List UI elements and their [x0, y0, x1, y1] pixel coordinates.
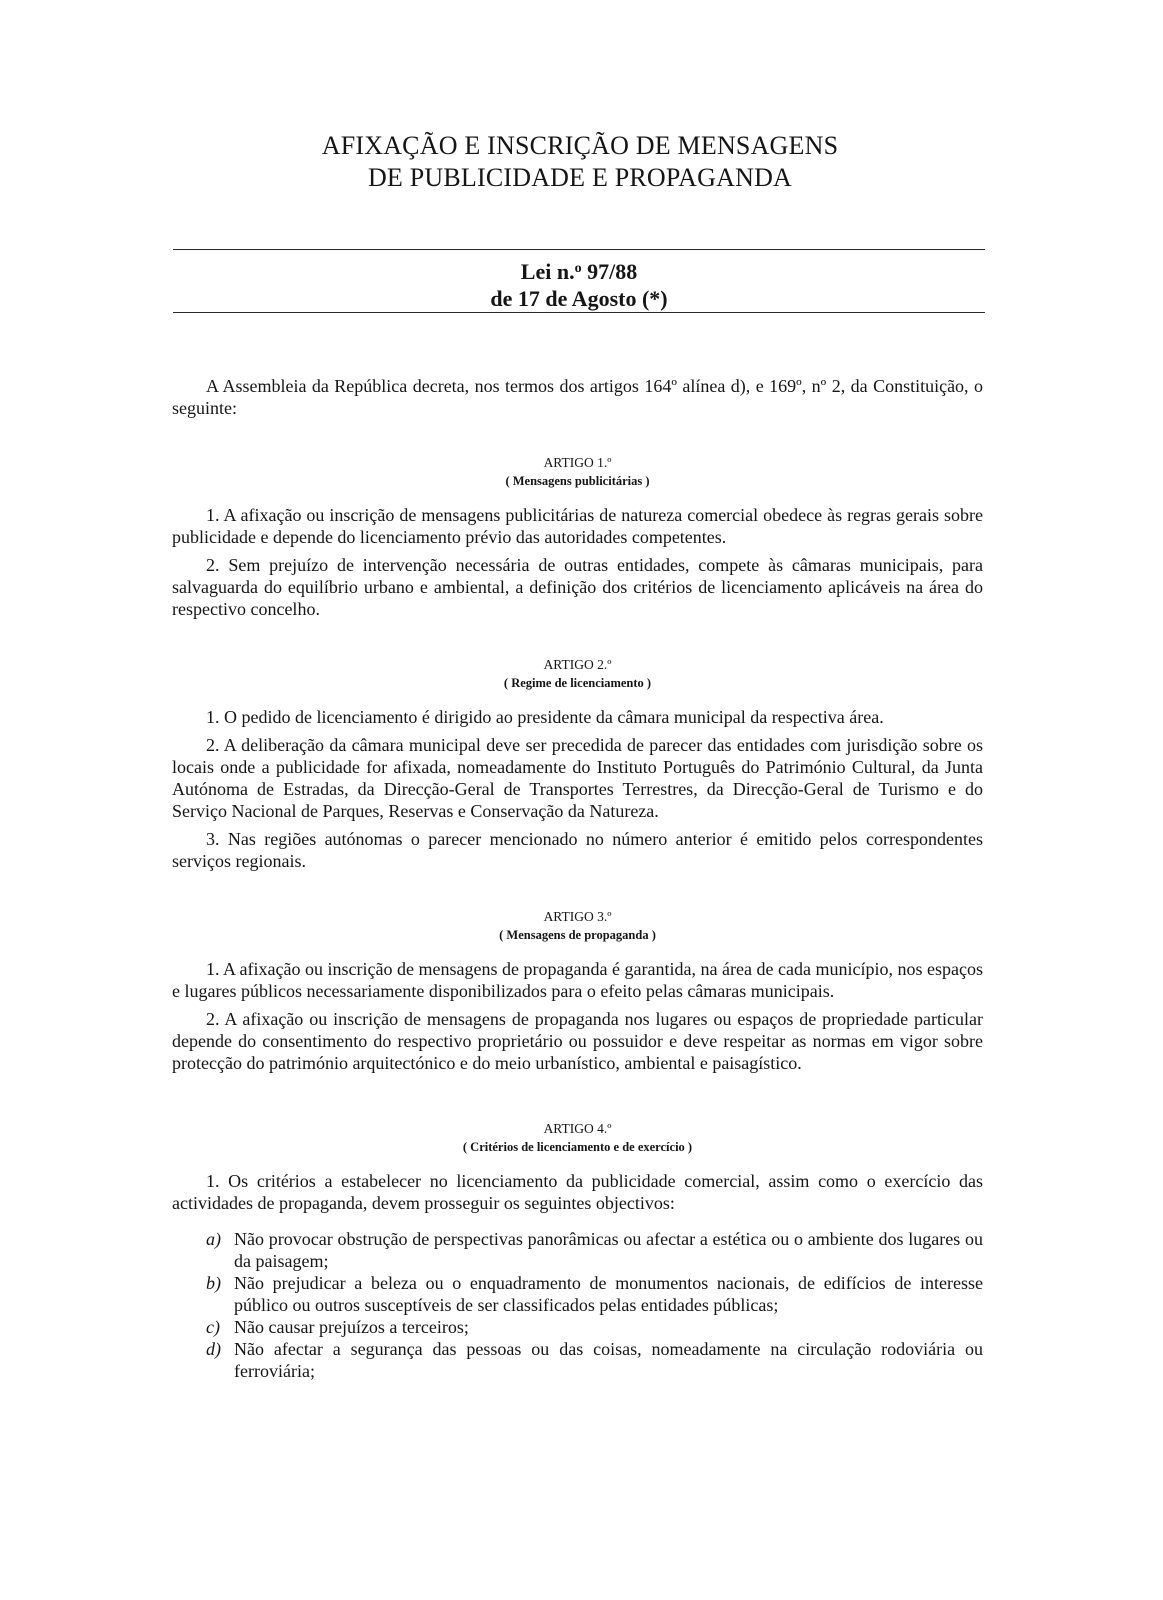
article-paragraph: 1. Os critérios a estabelecer no licenciamento da publicidade comercial, assim como o exercício das actividades de propaganda, devem prosseguir os seguintes objectivos:: [172, 1171, 983, 1213]
law-number-value: 97/88: [581, 259, 638, 284]
article-label: ARTIGO 3.º: [543, 909, 612, 924]
article-paragraph: 3. Nas regiões autónomas o parecer mencionado no número anterior é emitido pelos correspondentes serviços regionais.: [172, 829, 983, 871]
law-heading: [173, 258, 985, 312]
article-subtitle: ( Mensagens publicitárias ): [505, 474, 650, 488]
list-item: [172, 1338, 983, 1382]
article-paragraph: 2. Sem prejuízo de intervenção necessária de outras entidades, compete às câmaras municipais, para salvaguarda do equilíbrio urbano e ambiental, a definição dos critérios de licenciamento aplicáveis na área do respectivo concelho.: [172, 555, 983, 619]
alinea-text: Não prejudicar a beleza ou o enquadramento de monumentos nacionais, de edifícios de interesse público ou outros susceptíveis de ser classificados pelas entidades públicas;: [234, 1273, 983, 1315]
article-label: ARTIGO 4.º: [543, 1121, 612, 1136]
article-paragraph: 1. A afixação ou inscrição de mensagens de propaganda é garantida, na área de cada município, nos espaços e lugares públicos necessariamente disponibilizados para o efeito pelas câmaras municipais.: [172, 959, 983, 1001]
article-paragraph: 2. A deliberação da câmara municipal deve ser precedida de parecer das entidades com jurisdição sobre os locais onde a publicidade for afixada, nomeadamente do Instituto Português do Património Cultural, da Junta Autónoma de Estradas, da Direcção-Geral de Transportes Terrestres, da Direcção-Geral de Turismo e do Serviço Nacional de Parques, Reservas e Conservação da Natureza.: [172, 735, 983, 821]
article-heading: [172, 1120, 983, 1156]
article-paragraph: 2. A afixação ou inscrição de mensagens de propaganda nos lugares ou espaços de propriedade particular depende do consentimento do respectivo proprietário ou possuidor e deve respeitar as normas em vigor sobre protecção do património arquitectónico e do meio urbanístico, ambiental e paisagístico.: [172, 1009, 983, 1073]
alinea-letter: b): [206, 1273, 221, 1293]
law-date: de 17 de Agosto (*): [490, 286, 668, 311]
alinea-letter: c): [206, 1317, 220, 1337]
list-item: [172, 1228, 983, 1272]
article-paragraph: 1. A afixação ou inscrição de mensagens publicitárias de natureza comercial obedece às regras gerais sobre publicidade e depende do licenciamento prévio das autoridades competentes.: [172, 505, 983, 547]
alinea-letter: a): [206, 1229, 221, 1249]
article-label: ARTIGO 2.º: [543, 657, 612, 672]
preamble: A Assembleia da República decreta, nos termos dos artigos 164º alínea d), e 169º, nº 2, da Constituição, o seguinte:: [172, 376, 983, 418]
title-line: DE PUBLICIDADE E PROPAGANDA: [367, 163, 793, 192]
list-item: [172, 1272, 983, 1316]
article-heading: [172, 908, 983, 944]
alinea-text: Não causar prejuízos a terceiros;: [234, 1317, 469, 1337]
alinea-list: [172, 1228, 983, 1382]
title-line: AFIXAÇÃO E INSCRIÇÃO DE MENSAGENS: [321, 131, 839, 160]
horizontal-rule: [173, 249, 985, 250]
article-paragraph: 1. O pedido de licenciamento é dirigido ao presidente da câmara municipal da respectiva área.: [206, 707, 884, 727]
list-item: [172, 1316, 983, 1338]
article-subtitle: ( Mensagens de propaganda ): [499, 928, 656, 942]
article-subtitle: ( Critérios de licenciamento e de exercício ): [462, 1140, 693, 1154]
article-heading: [172, 656, 983, 692]
horizontal-rule: [173, 312, 985, 313]
law-number: [173, 258, 985, 285]
alinea-letter: d): [206, 1339, 221, 1359]
alinea-text: Não provocar obstrução de perspectivas panorâmicas ou afectar a estética ou o ambiente dos lugares ou da paisagem;: [234, 1229, 983, 1271]
article-subtitle: ( Regime de licenciamento ): [503, 676, 652, 690]
article-label: ARTIGO 1.º: [543, 455, 612, 470]
law-ordinal-mark: o: [574, 261, 582, 276]
article-heading: [172, 454, 983, 490]
document-title: [180, 130, 980, 194]
law-prefix: Lei n.: [520, 259, 575, 284]
document-body: [172, 375, 983, 1382]
alinea-text: Não afectar a segurança das pessoas ou das coisas, nomeadamente na circulação rodoviária ou ferroviária;: [234, 1339, 983, 1381]
